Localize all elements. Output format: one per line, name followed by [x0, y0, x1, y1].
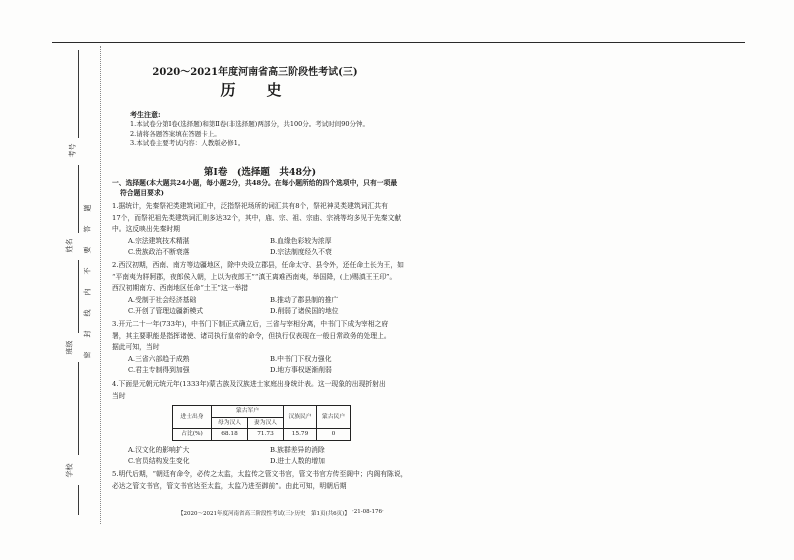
candidate-notice — [130, 110, 410, 149]
option-b: B.推动了郡县制的推广 — [270, 295, 339, 304]
name-label: 姓名 — [65, 238, 74, 253]
school-label: 学校 — [65, 463, 74, 478]
page-footer: 【2020～2021年度河南省高三阶段性考试(三)·历史 第1页(共6页)】 — [178, 511, 350, 517]
table-header-cell: 汉族民户 — [284, 406, 317, 429]
question-3 — [112, 319, 412, 377]
school-line — [78, 362, 79, 455]
option-c: C.君主专制得到加强 — [128, 366, 190, 375]
option-c: C.贵族政治不断衰落 — [128, 248, 190, 257]
question-text: 当时 — [112, 391, 126, 400]
table-header-cell: 妻为汉人 — [248, 417, 284, 429]
option-d: D.宗法制度经久不衰 — [270, 248, 332, 257]
option-row — [112, 456, 412, 468]
option-row — [112, 445, 412, 457]
table-cell: 占比(%) — [173, 429, 212, 441]
notice-heading: 考生注意: — [130, 110, 161, 119]
section-line: 一、选择题(本大题共24小题，每小题2分，共48分。在每小题所给的四个选项中，只有一项最 — [112, 179, 398, 187]
question-text: 3.开元二十一年(733年)，中书门下制正式确立后，三省与宰相分离，中书门下成为宰相之府 — [112, 320, 389, 328]
table-header-row — [173, 406, 351, 418]
table-cell: 0 — [317, 429, 351, 441]
section-line: 符合题目要求) — [120, 189, 164, 197]
option-row — [112, 236, 412, 248]
subject-title: 历 史 — [220, 81, 290, 99]
table-row — [173, 429, 351, 441]
question-text: 中。这反映出先秦时期 — [112, 225, 180, 234]
exam-no-label: 考号 — [68, 143, 77, 158]
part-one-title: 第Ⅰ卷 (选择题 共48分) — [203, 167, 317, 178]
table-header-cell: 蒙古民户 — [317, 406, 351, 429]
question-2 — [112, 260, 412, 318]
question-text: 必达之管文书官，管文书官达至太监，太监乃进至御前”。由此可知，明朝后期 — [112, 481, 347, 490]
seal-line-notice: 密封线内不要答题 — [83, 190, 92, 359]
option-a: A.汉文化的影响扩大 — [128, 445, 190, 454]
question-4 — [112, 379, 412, 468]
footer-code: ·21-08-176· — [352, 509, 384, 515]
notice-item: 3.本试卷主要考试内容：人教版必修1。 — [130, 139, 245, 147]
option-b: B.中书门下权力强化 — [270, 354, 332, 363]
notice-item: 1.本试卷分第Ⅰ卷(选择题)和第Ⅱ卷(非选择题)两部分，共100分。考试时间90分钟。 — [130, 120, 370, 128]
section-instructions — [112, 178, 412, 198]
table-cell: 15.79 — [284, 429, 317, 441]
question-text: 5.明代后期，“朝廷有命令，必传之太监，太监传之管文书官，管文书官方传至阁中；内阁有陈说， — [112, 470, 408, 478]
question-text: 署，其主要职能是指挥诸使、诸司执行皇帝的命令，但执行仅表现在一般日常政务的处理上。 — [112, 331, 391, 340]
class-line — [78, 260, 79, 333]
option-b: B.血缘色彩较为浓厚 — [270, 236, 332, 245]
question-1 — [112, 201, 412, 259]
question-text: 17个，而祭祀祖先类建筑词汇则多达32个，其中，庙、宗、祖、宗庙、宗祧等均多见于先秦文献 — [112, 213, 402, 222]
question-text: 2.西汉初期，西南、南方等边疆地区，除中央设立郡县，任命太守、县令外，还任命土长为王，如 — [112, 261, 404, 269]
option-d: D.进士人数的增加 — [270, 457, 325, 466]
table-cell: 71.73 — [248, 429, 284, 441]
option-c: C.官员结构发生变化 — [128, 457, 190, 466]
question-text: 据此可知，当时 — [112, 343, 160, 352]
table-header-cell: 蒙古军户 — [212, 406, 284, 418]
question-text: 4.下面是元朝元统元年(1333年)蒙古族及汉族进士家庭出身统计表。这一现象的出现折射出 — [112, 380, 386, 388]
table-header-cell: 进士出身 — [173, 406, 212, 429]
option-row — [112, 354, 412, 366]
option-row — [112, 247, 412, 259]
jinshi-origin-table — [172, 405, 351, 441]
option-row — [112, 365, 412, 377]
option-a: A.三省六部趋于成熟 — [128, 354, 190, 363]
class-label: 班级 — [65, 340, 74, 355]
question-5 — [112, 469, 412, 492]
table-cell: 68.18 — [212, 429, 248, 441]
exam-no-line — [78, 50, 79, 138]
question-text: “平南夷为牂牁郡，夜郎侯入朝，上以为夜郎王”“滇王离难西南夷，举国降，(上)赐滇王王印”。 — [112, 272, 397, 281]
question-text: 西汉初期南方、西南地区任命“土王”这一举措 — [112, 284, 249, 293]
table-header-cell: 母为汉人 — [212, 417, 248, 429]
name-line — [78, 165, 79, 233]
notice-item: 2.请将各题答案填在答题卡上。 — [130, 129, 221, 138]
top-rule — [52, 42, 745, 43]
option-b: B.族群差异的消除 — [270, 445, 325, 454]
option-a: A.受制于社会经济基础 — [128, 295, 197, 304]
question-text: 1.据统计，先秦祭祀类建筑词汇中，泛指祭祀场所的词汇共有8个，祭祀神灵类建筑词汇共有 — [112, 202, 388, 210]
option-d: D.地方事权逐渐削弱 — [270, 366, 332, 375]
option-d: D.削弱了诸侯国的地位 — [270, 307, 339, 316]
option-row — [112, 306, 412, 318]
school-line-lower — [78, 485, 79, 515]
exam-title: 2020～2021年度河南省高三阶段性考试(三) — [152, 67, 358, 78]
option-c: C.开创了管理边疆新模式 — [128, 307, 204, 316]
seal-dotted-line — [100, 46, 101, 524]
option-a: A.宗法建筑技术精湛 — [128, 236, 190, 245]
option-row — [112, 295, 412, 307]
